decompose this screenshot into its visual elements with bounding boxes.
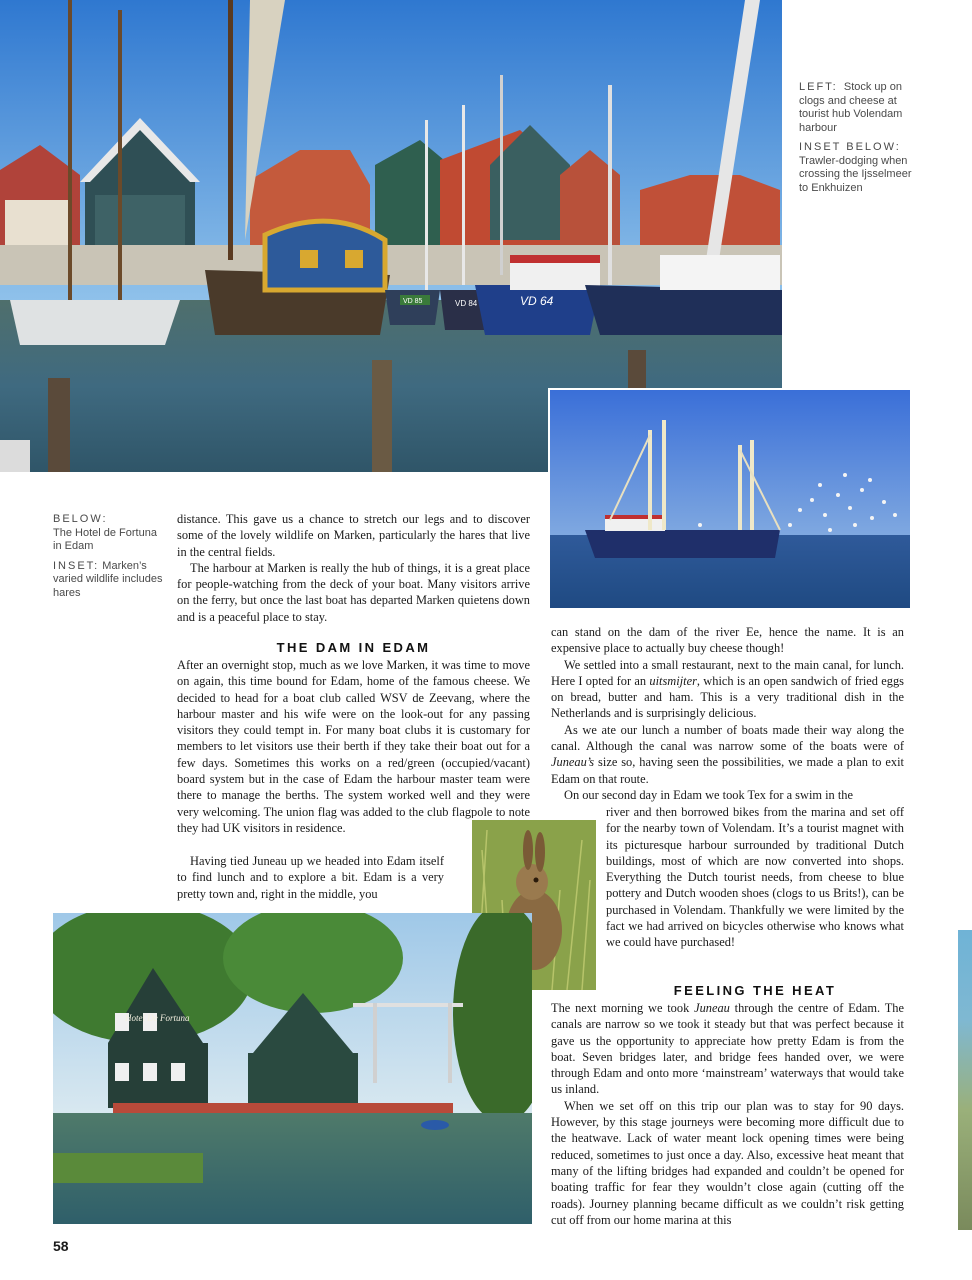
text-run: We settled into a small restaurant, next to the main canal, for lunch. Here I opted for an — [551, 657, 904, 688]
column-1-intro — [177, 511, 530, 625]
column-2-wrap — [606, 804, 904, 951]
section-heading-feeling-the-heat: FEELING THE HEAT — [673, 983, 837, 998]
paragraph: distance. This gave us a chance to stretch our legs and to discover some of the lovely wildlife on Marken, particularly the hares that live in the central fields. — [177, 512, 530, 559]
boat-label-vd84: VD 84 — [455, 299, 478, 308]
paragraph: The harbour at Marken is really the hub of things, it is a great place for people-watching from the deck of your boat. Many visitors arrive on the ferry, but once the last boat has departed Marken quietens down and is a peaceful place to stay. — [177, 560, 530, 624]
caption-text: Stock up on clogs and cheese at tourist hub Volendam harbour — [799, 81, 903, 134]
text-run: , which is an open sandwich of fried eggs on bread, butter and ham. This is a very traditional dish in the Netherlands and is surprisingly delicious. — [551, 673, 904, 721]
italic-term: uitsmijter — [649, 673, 697, 688]
caption-label: INSET BELOW: — [799, 141, 901, 153]
column-2-bottom — [551, 1000, 904, 1228]
hotel-illustration — [53, 913, 532, 1224]
text-run: through the centre of Edam. The canals are narrow so we took it steady but that was perfect because it gave us the opportunity to appreciate how pretty Edam is from the boat. Seven bridges later, and bridge fees handed over, we were through Edam and onto more ‘mainstream’ waterways that would take us inland. — [551, 1001, 904, 1097]
caption-label: INSET: — [53, 559, 100, 572]
column-1-narrow — [177, 853, 444, 902]
text-run: The next morning we took — [551, 1001, 695, 1015]
paragraph: When we set off on this trip our plan was to stay for 90 days. However, by this stage journeys were becoming more difficult due to the heatwave. Lack of water meant lock opening times were being reduced, sometimes to just once a day. Also, excessive heat meant that many of the lifting bridges had expanded and couldn’t be opened for boating traffic for fear they wouldn’t close again (cutting off the roads). Journey planning became difficult as we couldn’t risk getting cut off from our home marina at this — [551, 1098, 904, 1227]
paragraph: Having tied Juneau up we headed into Edam itself to find lunch and to explore a bit. Edam is a very pretty town and, right in the middle, you — [177, 854, 444, 901]
boat-label-vd85: VD 85 — [403, 298, 423, 305]
paragraph: After an overnight stop, much as we love Marken, it was time to move on again, this time bound for Edam, home of the famous cheese. We decided to head for a boat club called WSV de Zeevang, where the harbour master and his wife were on the look-out for any passing visitors they could tempt in. For many boat clubs it is customary for members to let visitors use their berth if they take their boat out for a few days. Sometimes this works on a red/green (occupied/vacant) board system but in the case of Edam the harbour master team were there to manage the berths. The system worked well and they were very welcoming. The union flag was added to the club flagpole to note they had UK visitors in residence. — [177, 658, 530, 835]
paragraph — [551, 1000, 904, 1098]
caption-text: The Hotel de Fortuna in Edam — [53, 526, 157, 552]
caption-top-right — [799, 81, 919, 201]
text-run: size so, having seen the possibilities, we made a plan to exit Edam on that route. — [551, 755, 904, 786]
caption-text: Trawler-dodging when crossing the Ijsselmeer to Enkhuizen — [799, 154, 912, 194]
paragraph: On our second day in Edam we took Tex for a swim in the — [564, 787, 853, 802]
paragraph: river and then borrowed bikes from the marina and set off for the nearby town of Volendam. It’s a tourist magnet with its picturesque harbour surrounded by traditional Dutch buildings, most of which are now converted into shops. Everything the Dutch tourist needs, from cheese to blue pottery and Dutch wooden shoes (clogs to us Brits!), can be purchased in Volendam. Thankfully we were limited by the fact we had arrived on bicycles otherwise who knows what we could have purchased! — [606, 805, 904, 950]
hotel-sign: Hotel De Fortuna — [125, 1013, 190, 1023]
caption-label: LEFT: — [799, 81, 838, 93]
boat-label-vd64: VD 64 — [520, 294, 554, 308]
italic-term: Juneau — [694, 1001, 730, 1015]
caption-text: Marken’s varied wildlife includes hares — [53, 559, 163, 599]
page-number: 58 — [53, 1238, 69, 1254]
paragraph — [551, 722, 904, 787]
column-2-top — [551, 624, 904, 803]
caption-left — [53, 513, 165, 606]
paragraph: can stand on the dam of the river Ee, hence the name. It is an expensive place to actually buy cheese though! — [551, 625, 904, 656]
trawler-photo — [548, 388, 912, 610]
hotel-fortuna-photo — [53, 913, 532, 1224]
section-heading-dam-in-edam: THE DAM IN EDAM — [276, 640, 431, 655]
text-run: As we ate our lunch a number of boats made their way along the canal. Although the canal was narrow some of the boats were of — [551, 722, 904, 754]
caption-label: BELOW: — [53, 513, 108, 525]
italic-term: Juneau’s — [551, 755, 595, 770]
paragraph — [551, 657, 904, 722]
column-1-main — [177, 657, 530, 836]
next-page-edge-strip — [958, 930, 972, 1230]
trawler-illustration — [550, 390, 910, 608]
